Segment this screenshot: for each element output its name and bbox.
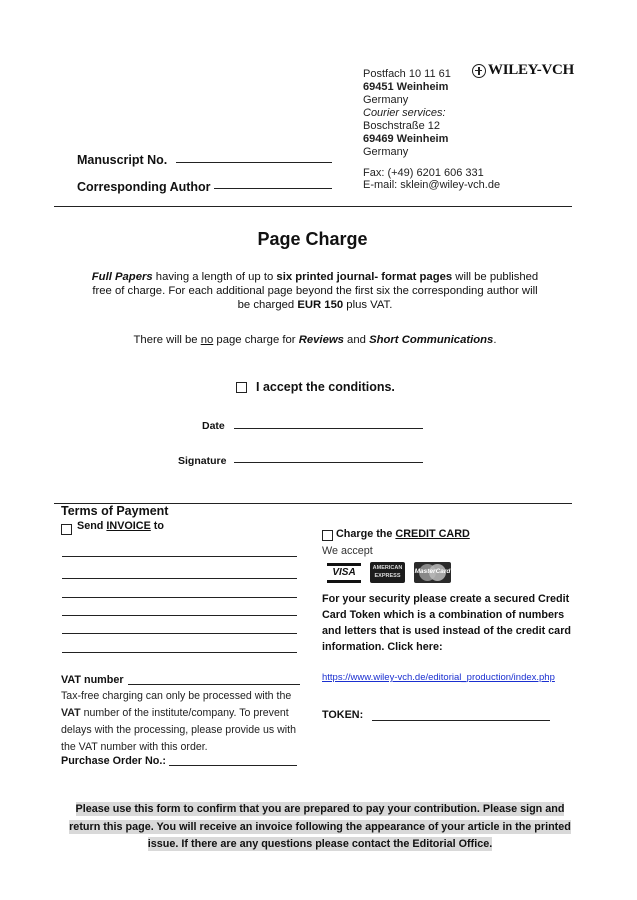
text-run: Send: [77, 520, 107, 532]
footer-note-text: Please use this form to confirm that you are prepared to pay your contribution. Please sign and return this page. You will receive an invoice following the appearance of your article in the printed issue. If there are any questions please contact the Editorial Office.: [69, 803, 571, 850]
corresponding-author-label: Corresponding Author: [77, 180, 211, 194]
manuscript-number-field[interactable]: [176, 162, 332, 163]
courier-country: Germany: [363, 145, 409, 158]
terms-of-payment-heading: Terms of Payment: [61, 504, 169, 518]
charge-amount: EUR 150: [297, 299, 344, 311]
postbox-city: 69451 Weinheim: [363, 80, 449, 93]
publisher-address: [363, 68, 500, 192]
invoice-address-line-5[interactable]: [62, 633, 297, 634]
text-run: number of the institute/company. To prevent delays with the processing, please provide us with the VAT number with this order.: [61, 707, 296, 753]
visa-card-icon: VISA: [327, 563, 361, 583]
footer-note: [60, 801, 580, 854]
page-charge-terms: [90, 270, 540, 312]
postbox-country: Germany: [363, 93, 409, 106]
accept-conditions-checkbox[interactable]: [236, 382, 247, 393]
vat-note: [61, 688, 306, 756]
send-invoice-checkbox[interactable]: [61, 524, 72, 535]
invoice-address-line-3[interactable]: [62, 597, 297, 598]
short-communications-term: Short Communications: [369, 334, 494, 346]
amex-card-icon: [370, 562, 405, 583]
no-charge-note: [60, 333, 570, 347]
courier-label: Courier services:: [363, 107, 446, 120]
mastercard-text: MasterCard: [414, 568, 451, 575]
invoice-address-line-6[interactable]: [62, 652, 297, 653]
no-emphasis: no: [200, 334, 214, 346]
send-invoice-label: [77, 520, 164, 532]
vat-emphasis: VAT: [61, 707, 81, 719]
wiley-vch-logo: [472, 62, 574, 79]
courier-city: 69469 Weinheim: [363, 132, 449, 145]
header-divider: [54, 206, 572, 207]
full-papers-term: Full Papers: [91, 271, 153, 283]
token-field[interactable]: [372, 720, 550, 721]
vat-number-field[interactable]: [128, 684, 300, 685]
text-run: will be published free of charge. For each additional page beyond the first six the corresponding author will be charged: [92, 271, 539, 311]
page-title: Page Charge: [257, 229, 368, 249]
text-run: plus VAT.: [343, 299, 393, 311]
postbox: Postfach 10 11 61: [363, 68, 451, 80]
text-run: having a length of up to: [152, 271, 277, 283]
amex-text: AMERICAN EXPRESS: [372, 565, 403, 579]
token-creation-link[interactable]: https://www.wiley-vch.de/editorial_production/index.php: [322, 672, 555, 683]
text-run: page charge for: [213, 334, 299, 346]
mastercard-card-icon: [414, 562, 451, 583]
fax-number: Fax: (+49) 6201 606 331: [363, 166, 484, 179]
charge-credit-card-label: [336, 528, 470, 540]
text-run: and: [343, 334, 370, 346]
purchase-order-field[interactable]: [169, 765, 297, 766]
text-run: There will be: [133, 334, 201, 346]
invoice-emphasis: INVOICE: [106, 520, 151, 532]
token-label: TOKEN:: [322, 709, 364, 721]
text-run: .: [493, 334, 497, 346]
page-limit-term: six printed journal- format pages: [276, 271, 453, 283]
invoice-address-line-4[interactable]: [62, 615, 297, 616]
credit-card-emphasis: CREDIT CARD: [395, 528, 470, 540]
invoice-address-line-1[interactable]: [62, 556, 297, 557]
corresponding-author-field[interactable]: [214, 188, 332, 189]
charge-credit-card-checkbox[interactable]: [322, 530, 333, 541]
logo-text: WILEY-VCH: [488, 62, 574, 78]
text-run: Tax-free charging can only be processed with the: [61, 690, 292, 702]
we-accept-label: We accept: [322, 545, 373, 557]
security-token-note: For your security please create a secured Credit Card Token which is a combination of numbers and letters that is used instead of the credit card information. Click here:: [322, 593, 571, 653]
reviews-term: Reviews: [298, 334, 344, 346]
text-run: Charge the: [336, 528, 396, 540]
wiley-anchor-icon: [472, 64, 486, 78]
signature-label: Signature: [178, 455, 227, 467]
signature-field[interactable]: [234, 462, 423, 463]
purchase-order-label: Purchase Order No.:: [61, 755, 167, 767]
courier-street: Boschstraße 12: [363, 120, 441, 133]
manuscript-number-label: Manuscript No.: [77, 153, 168, 167]
invoice-address-line-2[interactable]: [62, 578, 297, 579]
text-run: to: [150, 520, 165, 532]
date-label: Date: [202, 420, 225, 432]
date-field[interactable]: [234, 428, 423, 429]
accept-conditions-label: I accept the conditions.: [256, 380, 395, 394]
email-address: E-mail: sklein@wiley-vch.de: [363, 179, 501, 192]
vat-number-label: VAT number: [61, 674, 124, 686]
